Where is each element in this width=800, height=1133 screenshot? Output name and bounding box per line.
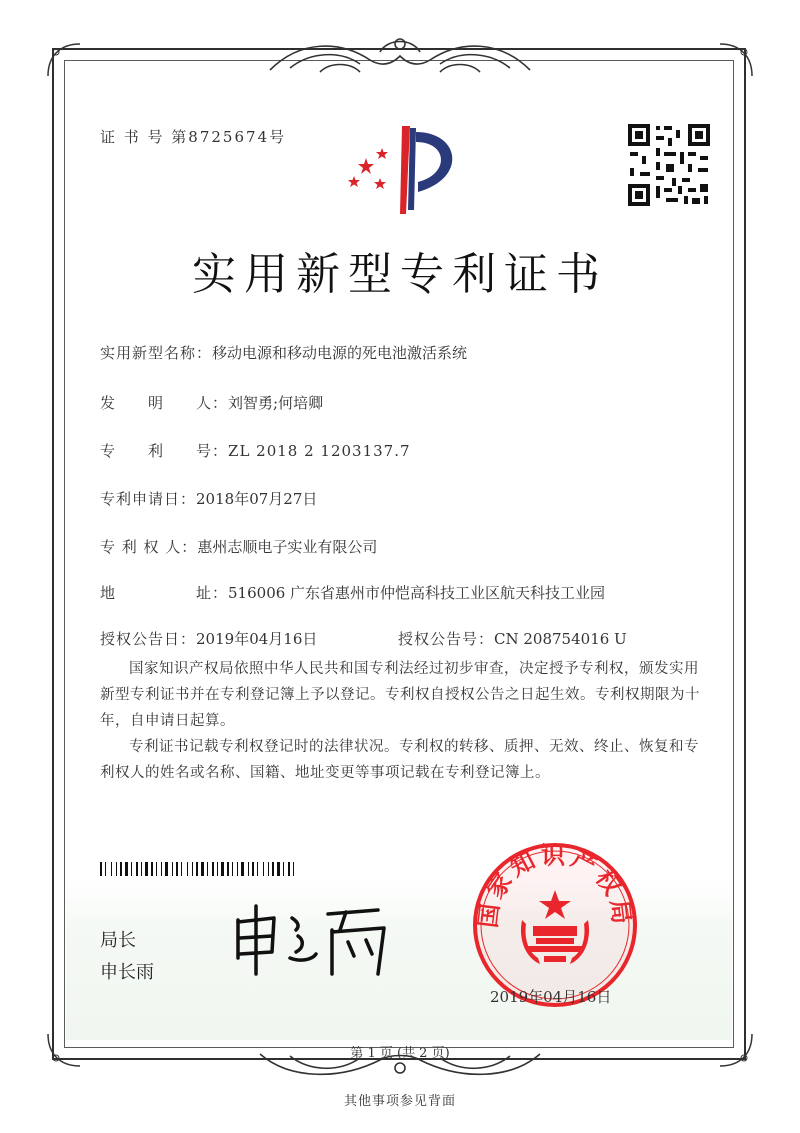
corner-ornament-tr [716,40,756,80]
patentee-label: 专 利 权 人： [100,538,198,556]
patentee-value: 惠州志顺电子实业有限公司 [197,538,378,556]
top-ornament [260,30,540,82]
barcode [100,862,300,876]
cnipa-emblem [340,118,470,218]
certificate-number: 证 书 号 第8725674号 [100,128,287,146]
grant-date-value: 2019年04月16日 [196,630,318,648]
application-date-label: 专利申请日： [100,490,197,508]
application-date-row [100,488,317,509]
director-title: 局长 [100,930,136,951]
seal-date: 2019年04月16日 [490,988,612,1006]
patent-number-value: ZL 2018 2 1203137.7 [228,442,411,460]
application-date-value: 2018年07月27日 [196,490,318,508]
grant-date-label: 授权公告日： [100,630,197,648]
corner-ornament-tl [44,40,84,80]
grant-date-row [100,628,317,649]
seal-text: 国家知识产权局 [473,841,637,930]
page-number: 第 1 页 (共 2 页) [350,1046,450,1061]
utility-model-name-value: 移动电源和移动电源的死电池激活系统 [212,344,468,362]
address-row [100,582,605,603]
qr-code [626,122,712,208]
certificate-title: 实用新型专利证书 [192,249,608,300]
inventor-row [100,392,323,413]
address-label: 地 址： [100,584,229,602]
utility-model-name-row [100,342,467,363]
address-value: 516006 广东省惠州市仲恺高科技工业区航天科技工业园 [228,584,606,602]
utility-model-name-label: 实用新型名称： [100,344,213,362]
grant-number-label: 授权公告号： [398,630,495,648]
patent-number-row [100,440,411,461]
inventor-value: 刘智勇;何培卿 [228,394,324,412]
patent-number-label: 专 利 号： [100,442,229,460]
inventor-label: 发 明 人： [100,394,229,412]
director-name: 申长雨 [100,962,154,983]
handwritten-signature [228,900,408,980]
body-paragraph-2: 专利证书记载专利权登记时的法律状况。专利权的转移、质押、无效、终止、恢复和专利权人的姓名或名称、国籍、地址变更等事项记载在专利登记簿上。 [100,739,699,781]
footer-note: 其他事项参见背面 [343,1094,456,1109]
grant-number-row [398,628,627,649]
official-seal [470,840,640,1010]
grant-number-value: CN 208754016 U [494,630,627,648]
patentee-row [100,536,377,557]
body-paragraph-1: 国家知识产权局依照中华人民共和国专利法经过初步审查，决定授予专利权，颁发实用新型专利证书并在专利登记簿上予以登记。专利权自授权公告之日起生效。专利权期限为十年，自申请日起算。 [100,661,700,729]
